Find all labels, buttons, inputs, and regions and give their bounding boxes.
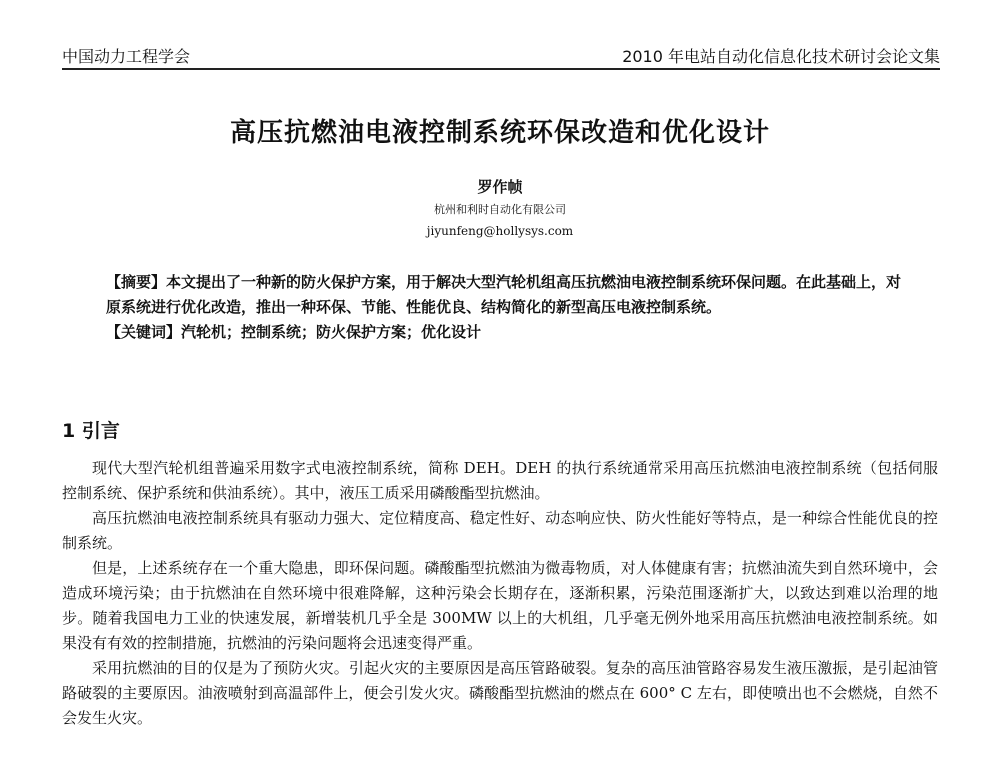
abstract-text: 本文提出了一种新的防火保护方案，用于解决大型汽轮机组高压抗燃油电液控制系统环保问题。在此基础上，对原系统进行优化改造，推出一种环保、节能、性能优良、结构简化的新型高压电液控制系统。: [106, 273, 902, 316]
abstract-paragraph: [106, 270, 916, 320]
body-paragraph: 现代大型汽轮机组普遍采用数字式电液控制系统，简称 DEH。DEH 的执行系统通常采用高压抗燃油电液控制系统（包括伺服控制系统、保护系统和供油系统）。其中，液压工质采用磷酸酯型抗燃油。: [62, 459, 938, 502]
section-body: [62, 456, 938, 731]
keywords-label: 【关键词】: [106, 323, 182, 341]
section-heading: 1 引言: [62, 420, 120, 442]
running-header: [62, 40, 940, 70]
body-paragraph: 但是，上述系统存在一个重大隐患，即环保问题。磷酸酯型抗燃油为微毒物质，对人体健康有害；抗燃油流失到自然环境中，会造成环境污染；由于抗燃油在自然环境中很难降解，这种污染会长期存在，逐渐积累，污染范围逐渐扩大，以致达到难以治理的地步。随着我国电力工业的快速发展，新增装机几乎全是 300MW 以上的大机组，几乎毫无例外地采用高压抗燃油电液控制系统。如果没有有效的控制措施，抗燃油的污染问题将会迅速变得严重。: [62, 559, 938, 652]
abstract-label: 【摘要】: [106, 273, 167, 291]
header-society: 中国动力工程学会: [62, 47, 191, 66]
body-paragraph: 采用抗燃油的目的仅是为了预防火灾。引起火灾的主要原因是高压管路破裂。复杂的高压油管路容易发生液压激振，是引起油管路破裂的主要原因。油液喷射到高温部件上，便会引发火灾。磷酸酯型抗燃油的燃点在 600° C 左右，即使喷出也不会燃烧，自然不会发生火灾。: [62, 659, 938, 727]
body-paragraph: 高压抗燃油电液控制系统具有驱动力强大、定位精度高、稳定性好、动态响应快、防火性能好等特点，是一种综合性能优良的控制系统。: [62, 509, 938, 552]
paper-title: 高压抗燃油电液控制系统环保改造和优化设计: [229, 118, 770, 148]
abstract-block: [106, 270, 916, 345]
author-name: 罗作帧: [477, 178, 523, 196]
author-email: jiyunfeng@hollysys.com: [426, 224, 574, 238]
keywords-paragraph: [106, 320, 916, 345]
header-proceedings: 2010 年电站自动化信息化技术研讨会论文集: [622, 47, 940, 66]
author-affiliation: 杭州和利时自动化有限公司: [434, 203, 566, 216]
keywords-text: 汽轮机；控制系统；防火保护方案；优化设计: [181, 323, 482, 341]
